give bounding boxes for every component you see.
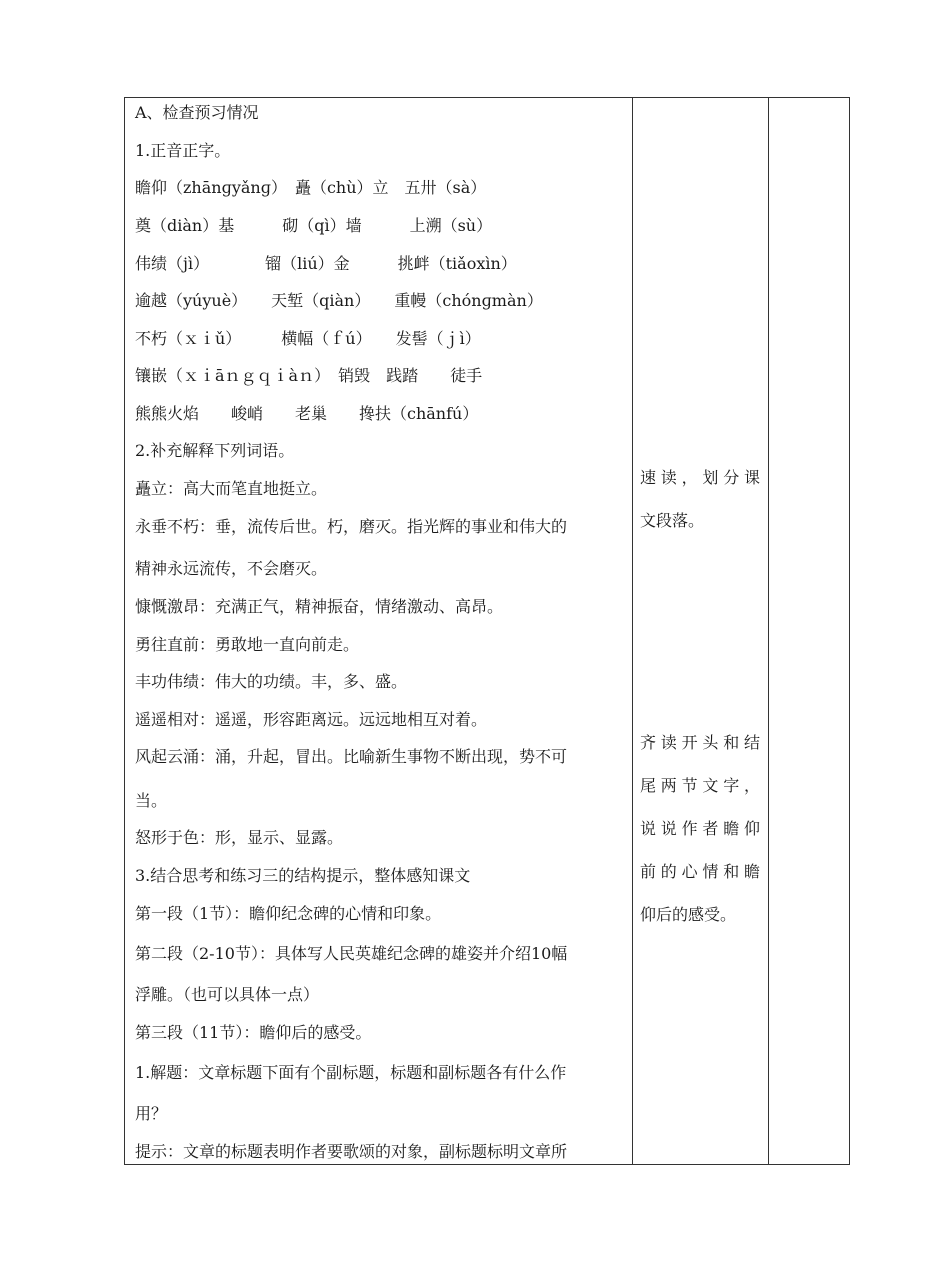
text-line: 3.结合思考和练习三的结构提示，整体感知课文 xyxy=(135,866,471,885)
side-note-line: 前的心情和瞻 xyxy=(640,862,760,881)
column-divider-2 xyxy=(768,98,769,1164)
text-line: A、检查预习情况 xyxy=(135,103,259,122)
text-line: 第三段（11节）：瞻仰后的感受。 xyxy=(135,1023,372,1042)
text-line: 2.补充解释下列词语。 xyxy=(135,441,295,460)
text-line: 风起云涌：涌，升起，冒出。比喻新生事物不断出现，势不可 xyxy=(135,747,568,766)
side-note-line: 尾两节文字， xyxy=(640,776,760,795)
side-note-line: 说说作者瞻仰 xyxy=(640,819,760,838)
text-line: 瞻仰（zhānɡyǎnɡ） 矗（chù）立 五卅（sà） xyxy=(135,178,487,197)
text-line: 第一段（1节）：瞻仰纪念碑的心情和印象。 xyxy=(135,904,442,923)
side-note-line: 仰后的感受。 xyxy=(640,905,737,924)
text-line: 不朽（ｘｉǔ） 横幅（ｆú） 发髻（ｊì） xyxy=(135,329,481,348)
column-divider-1 xyxy=(632,98,633,1164)
text-line: 提示：文章的标题表明作者要歌颂的对象，副标题标明文章所 xyxy=(135,1142,568,1161)
side-note-line: 文段落。 xyxy=(640,511,705,530)
text-line: 永垂不朽：垂，流传后世。朽，磨灭。指光辉的事业和伟大的 xyxy=(135,517,568,536)
text-line: 怒形于色：形，显示、显露。 xyxy=(135,828,344,847)
text-line: 奠（diàn）基 砌（qì）墙 上溯（sù） xyxy=(135,216,493,235)
side-note-line: 速读，划分课 xyxy=(640,468,760,487)
side-note-line: 齐读开头和结 xyxy=(640,733,760,752)
text-line: 遥遥相对：遥遥，形容距离远。远远地相互对着。 xyxy=(135,710,488,729)
text-line: 用？ xyxy=(135,1104,168,1123)
text-line: 镶嵌（ｘｉāｎｇｑｉàｎ） 销毁 践踏 徒手 xyxy=(135,366,483,385)
text-line: 熊熊火焰 峻峭 老巢 搀扶（chānfú） xyxy=(135,404,479,423)
text-line: 逾越（yúyuè） 天堑（qiàn） 重幔（chónɡmàn） xyxy=(135,291,543,310)
lesson-table xyxy=(124,97,850,1165)
text-line: 浮雕。（也可以具体一点） xyxy=(135,985,320,1004)
text-line: 矗立：高大而笔直地挺立。 xyxy=(135,479,328,498)
text-line: 丰功伟绩：伟大的功绩。丰，多、盛。 xyxy=(135,672,408,691)
text-line: 1.正音正字。 xyxy=(135,141,231,160)
text-line: 第二段（2-10节）：具体写人民英雄纪念碑的雄姿并介绍10幅 xyxy=(135,944,568,963)
text-line: 当。 xyxy=(135,791,168,810)
text-line: 伟绩（jì） 镏（liú）金 挑衅（tiǎoxìn） xyxy=(135,254,517,273)
text-line: 慷慨激昂：充满正气，精神振奋，情绪激动、高昂。 xyxy=(135,597,504,616)
text-line: 精神永远流传，不会磨灭。 xyxy=(135,559,328,578)
text-line: 勇往直前：勇敢地一直向前走。 xyxy=(135,635,360,654)
text-line: 1.解题：文章标题下面有个副标题，标题和副标题各有什么作 xyxy=(135,1063,567,1082)
